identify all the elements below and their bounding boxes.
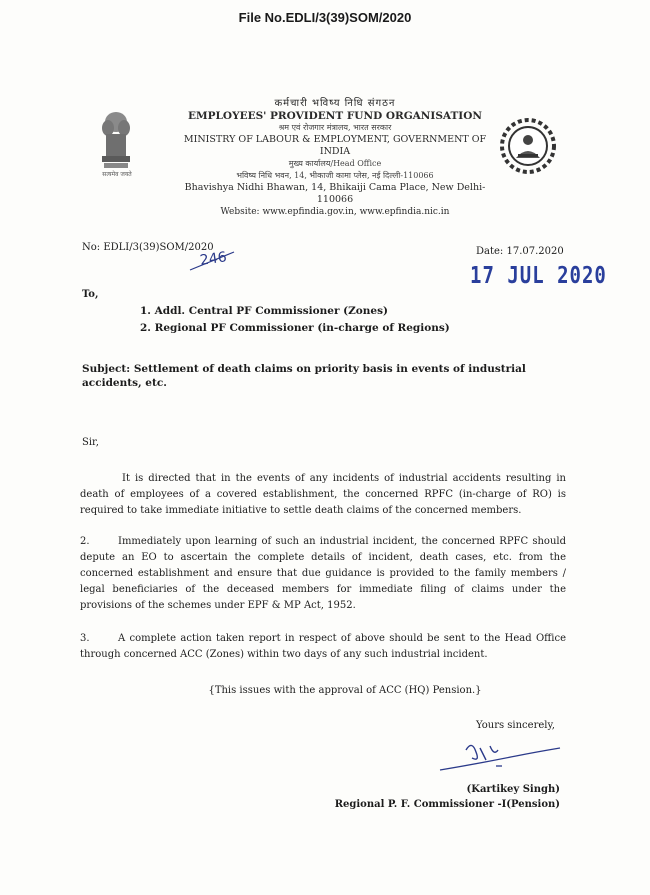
subject-line: Subject: Settlement of death claims on priority basis in events of industrial accidents, etc. xyxy=(82,363,526,389)
salutation: Sir, xyxy=(82,437,99,448)
signatory-title: Regional P. F. Commissioner -I(Pension) xyxy=(334,799,560,810)
closing-line: Yours sincerely, xyxy=(476,720,555,731)
handwritten-dispatch-number: 246 xyxy=(199,249,228,269)
emblem-motto-text: सत्यमेव जयते xyxy=(102,171,132,178)
letterhead-ministry: MINISTRY OF LABOUR & EMPLOYMENT, GOVERNMENT OF INDIA xyxy=(183,134,487,157)
paragraph-2 xyxy=(80,534,566,614)
letterhead-hindi-ministry: श्रम एवं रोजगार मंत्रालय, भारत सरकार xyxy=(278,123,392,132)
emblem-caption xyxy=(92,170,142,178)
file-number-header: File No.EDLI/3(39)SOM/2020 xyxy=(238,10,412,25)
addressee-item: 1. Addl. Central PF Commissioner (Zones) xyxy=(140,305,388,317)
paragraph-number: 2. xyxy=(80,536,90,547)
letterhead-hindi-address: भविष्य निधि भवन, 14, भीकाजी कामा प्लेस, नई दिल्ली-110066 xyxy=(236,171,434,180)
handwritten-signature-icon xyxy=(436,736,566,776)
letterhead xyxy=(170,98,500,218)
letterhead-website: Website: www.epfindia.gov.in, www.epfindia.nic.in xyxy=(220,207,450,217)
date-stamp: 17 JUL 2020 xyxy=(470,262,607,290)
signatory-name: (Kartikey Singh) xyxy=(466,784,560,795)
letterhead-address: Bhavishya Nidhi Bhawan, 14, Bhikaiji Cama Place, New Delhi-110066 xyxy=(184,182,486,205)
addressee-list xyxy=(140,303,450,337)
paragraph-1: It is directed that in the events of any incidents of industrial accidents resulting in death of employees of a covered establishment, the concerned RPFC (in-charge of RO) is required to take immediate initiative to settle death claims of the concerned members. xyxy=(80,473,566,516)
approval-note: {This issues with the approval of ACC (HQ) Pension.} xyxy=(208,685,482,696)
letterhead-org-name: EMPLOYEES' PROVIDENT FUND ORGANISATION xyxy=(188,110,482,122)
epfo-logo-icon xyxy=(500,118,556,174)
paragraph-text: Immediately upon learning of such an industrial incident, the concerned RPFC should depute an EO to ascertain the complete details of incident, death cases, etc. from the concerned establishment and ensure that due guidance is provided to the family members / legal beneficiaries of the deceased members for immediate filing of claims under the provisions of the schemes under EPF & MP Act, 1952. xyxy=(80,536,566,611)
typed-date: Date: 17.07.2020 xyxy=(476,246,564,257)
to-label: To, xyxy=(82,289,99,300)
paragraph-number: 3. xyxy=(80,633,90,644)
paragraph-text: A complete action taken report in respect of above should be sent to the Head Office through concerned ACC (Zones) within two days of any such industrial incident. xyxy=(80,633,566,660)
paragraph-3 xyxy=(80,631,566,663)
letterhead-office: मुख्य कार्यालय/Head Office xyxy=(288,159,382,168)
national-emblem-icon xyxy=(96,108,136,176)
letterhead-hindi-org: कर्मचारी भविष्य निधि संगठन xyxy=(274,98,396,109)
addressee-item: 2. Regional PF Commissioner (in-charge of Regions) xyxy=(140,322,450,334)
reference-number: No: EDLI/3(39)SOM/2020 xyxy=(82,242,214,253)
